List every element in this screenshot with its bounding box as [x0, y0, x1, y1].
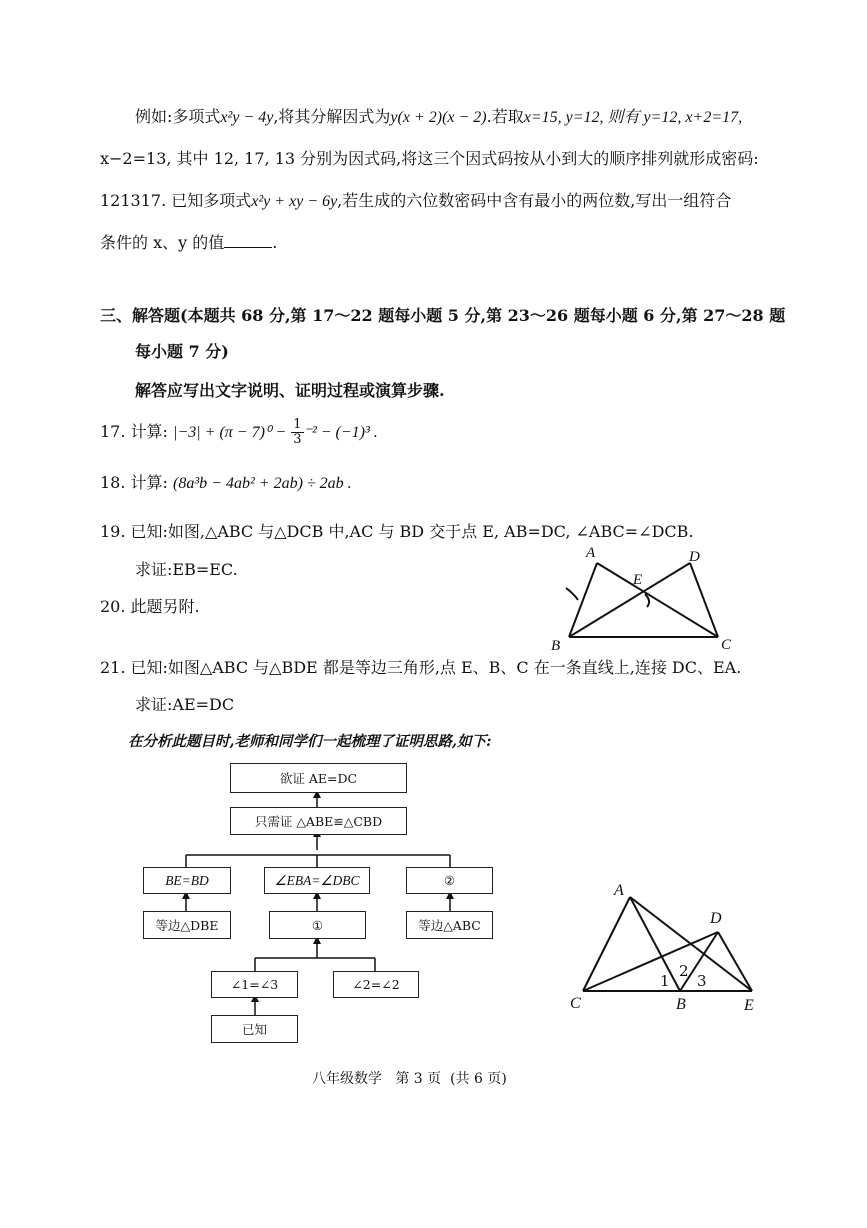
factored-form: y(x + 2)(x − 2) [390, 109, 487, 126]
fig21-label-a: A [614, 882, 624, 899]
fig21-angle-1: 1 [660, 972, 670, 990]
fig21-label-b: B [676, 996, 686, 1013]
fig19-label-d: D [689, 549, 700, 565]
fig19-label-b: B [551, 638, 561, 654]
fig19-label-a: A [586, 545, 596, 561]
flow-blank-2[interactable]: ② [406, 867, 493, 894]
fig21-label-e: E [744, 997, 754, 1014]
question-20: 20. 此题另附. [100, 597, 200, 616]
fig21-label-d: D [710, 910, 722, 927]
flow-goal: 欲证 AE=DC [230, 763, 407, 793]
flow-known: 已知 [211, 1015, 298, 1043]
fig19-label-c: C [721, 637, 732, 653]
question-17: 17. 计算: |−3| + (π − 7)⁰ − $\frac{1}{3}$ ⁻² − (−1)³ . [100, 417, 378, 447]
page-footer: 八年级数学 第 3 页 (共 6 页) [312, 1071, 507, 1087]
flow-angle-1-3: ∠1=∠3 [211, 971, 298, 998]
analysis-intro: 在分析此题目时,老师和同学们一起梳理了证明思路,如下: [128, 733, 492, 750]
section-note: 解答应写出文字说明、证明过程或演算步骤. [135, 381, 445, 400]
polynomial-1: x²y − 4y [220, 109, 274, 126]
example-line-1: 例如:多项式x²y − 4y,将其分解因式为y(x + 2)(x − 2).若取x=15, y=12, 则有 y=12, x+2=17, [135, 107, 743, 126]
question-19-line-1: 19. 已知:如图,△ABC 与△DCB 中,AC 与 BD 交于点 E, AB=DC, ∠ABC=∠DCB. [100, 522, 694, 541]
question-19-line-2: 求证:EB=EC. [135, 560, 238, 579]
question-21-line-2: 求证:AE=DC [135, 695, 235, 714]
flow-equilateral-dbe: 等边△DBE [143, 911, 231, 939]
flow-angle-eba-dbc: ∠EBA=∠DBC [264, 867, 370, 894]
flow-be-bd: BE=BD [143, 867, 231, 894]
question-18: 18. 计算: (8a³b − 4ab² + 2ab) ÷ 2ab . [100, 473, 352, 492]
fig21-angle-3: 3 [697, 972, 707, 990]
example-line-2: x−2=13, 其中 12, 17, 13 分别为因式码,将这三个因式码按从小到大的顺序排列就形成密码: [100, 149, 759, 168]
flow-angle-2-2: ∠2=∠2 [333, 971, 419, 998]
section-title-cont: 每小题 7 分) [135, 342, 229, 361]
example-line-3: 121317. 已知多项式x²y + xy − 6y,若生成的六位数密码中含有最小的两位数,写出一组符合 [100, 191, 732, 210]
section-title: 三、解答题(本题共 68 分,第 17～22 题每小题 5 分,第 23～26 题每小题 6 分,第 27～28 题 [100, 306, 786, 325]
fig21-label-c: C [570, 995, 581, 1012]
fig21-angle-2: 2 [679, 962, 689, 980]
example-line-4: 条件的 x、y 的值 . [100, 233, 278, 252]
flow-blank-1[interactable]: ① [269, 911, 366, 939]
fig19-label-e: E [633, 572, 643, 588]
fraction-one-third: $\frac{1}{3}$ [293, 417, 302, 447]
polynomial-2: x²y + xy − 6y [251, 193, 338, 210]
flow-congruence: 只需证 △ABE≌△CBD [230, 807, 407, 835]
flow-equilateral-abc: 等边△ABC [406, 911, 493, 939]
question-21-line-1: 21. 已知:如图△ABC 与△BDE 都是等边三角形,点 E、B、C 在一条直线上,连接 DC、EA. [100, 658, 742, 677]
